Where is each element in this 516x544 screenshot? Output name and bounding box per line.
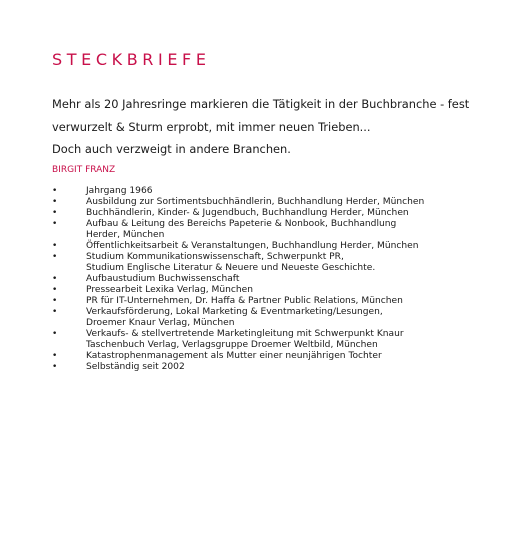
bullet-icon: • [52, 329, 58, 339]
bullet-icon: • [52, 252, 58, 262]
list-item-text: Aufbau & Leitung des Bereichs Papeterie & Nonbook, Buchhandlung [86, 219, 397, 229]
list-item-text: Verkaufs- & stellvertretende Marketingleitung mit Schwerpunkt Knaur [86, 329, 404, 339]
list-item-text: Studium Englische Literatur & Neuere und Neueste Geschichte. [86, 263, 376, 273]
bullet-icon: • [52, 285, 58, 295]
list-item [52, 362, 502, 373]
bullet-icon: • [52, 274, 58, 284]
bullet-icon: • [52, 241, 58, 251]
list-item-text: Aufbaustudium Buchwissenschaft [86, 274, 240, 284]
bullet-icon: • [52, 296, 58, 306]
list-item-text: Ausbildung zur Sortimentsbuchhändlerin, Buchhandlung Herder, München [86, 197, 425, 207]
bullet-icon: • [52, 362, 58, 372]
bullet-icon: • [52, 186, 58, 196]
bullet-icon: • [52, 219, 58, 229]
cv-list [52, 186, 502, 373]
list-item [52, 186, 502, 197]
bullet-icon: • [52, 307, 58, 317]
list-item [52, 274, 502, 285]
list-item-text: Öffentlichkeitsarbeit & Veranstaltungen, Buchhandlung Herder, München [86, 241, 419, 251]
intro-line: verwurzelt & Sturm erprobt, mit immer neuen Trieben... [52, 119, 371, 134]
list-item [52, 197, 502, 208]
list-item-text: Herder, München [86, 230, 165, 240]
bullet-icon: • [52, 208, 58, 218]
list-item [52, 219, 502, 241]
list-item-text: Droemer Knaur Verlag, München [86, 318, 235, 328]
list-item [52, 351, 502, 362]
person-name: BIRGIT FRANZ [52, 165, 116, 175]
intro-line: Doch auch verzweigt in andere Branchen. [52, 142, 291, 156]
list-item [52, 329, 502, 351]
list-item [52, 208, 502, 219]
list-item-text: Buchhändlerin, Kinder- & Jugendbuch, Buchhandlung Herder, München [86, 208, 409, 218]
list-item-text: Studium Kommunikationswissenschaft, Schwerpunkt PR, [86, 252, 344, 262]
list-item-text: Pressearbeit Lexika Verlag, München [86, 285, 254, 295]
list-item-text: Taschenbuch Verlag, Verlagsgruppe Droemer Weltbild, München [86, 340, 378, 350]
list-item [52, 296, 502, 307]
list-item [52, 241, 502, 252]
page-title: STECKBRIEFE [52, 50, 211, 69]
list-item-text: PR für IT-Unternehmen, Dr. Haffa & Partner Public Relations, München [86, 296, 403, 306]
list-item [52, 252, 502, 274]
list-item-text: Verkaufsförderung, Lokal Marketing & Eventmarketing/Lesungen, [86, 307, 383, 317]
list-item-text: Selbständig seit 2002 [86, 362, 185, 372]
intro-text [52, 93, 512, 161]
list-item [52, 285, 502, 296]
list-item-text: Katastrophenmanagement als Mutter einer neunjährigen Tochter [86, 351, 382, 361]
list-item-text: Jahrgang 1966 [86, 186, 153, 196]
list-item [52, 307, 502, 329]
bullet-icon: • [52, 197, 58, 207]
intro-line: Mehr als 20 Jahresringe markieren die Tätigkeit in der Buchbranche - fest [52, 97, 470, 111]
bullet-icon: • [52, 351, 58, 361]
